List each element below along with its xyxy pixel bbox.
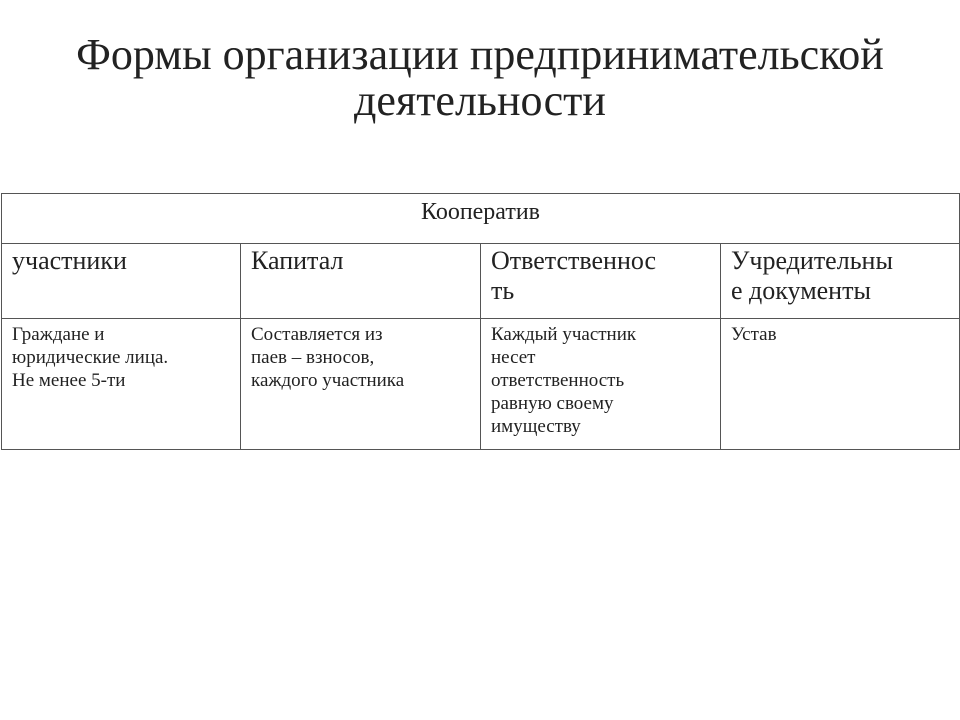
column-header-founding-documents — [721, 244, 960, 319]
cell-line: равную своему — [491, 393, 614, 414]
column-header-capital — [241, 244, 481, 319]
table-header-cooperative: Кооператив — [2, 194, 960, 244]
column-header-line: участники — [12, 246, 127, 275]
cell-line: Составляется из — [251, 324, 383, 345]
cell-capital — [241, 319, 481, 450]
page-title — [0, 32, 960, 124]
column-header-line: ть — [491, 276, 515, 305]
cooperative-table — [1, 193, 960, 450]
cell-line: ответственность — [491, 370, 625, 391]
table-row — [2, 319, 960, 450]
cell-line: Каждый участник — [491, 324, 637, 345]
cell-line: каждого участника — [251, 370, 405, 391]
column-header-line: Ответственнос — [491, 246, 657, 275]
cell-line: Граждане и — [12, 324, 105, 345]
cell-line: несет — [491, 347, 536, 368]
table-column-headers-row — [2, 244, 960, 319]
cell-line: Устав — [731, 324, 777, 345]
page-title-line-1: Формы организации предпринимательской — [76, 30, 884, 79]
cell-line: имуществу — [491, 416, 581, 437]
cell-line: юридические лица. — [12, 347, 169, 368]
page-title-line-2: деятельности — [354, 76, 606, 125]
cell-liability — [481, 319, 721, 450]
column-header-line: е документы — [731, 276, 871, 305]
column-header-liability — [481, 244, 721, 319]
column-header-line: Учредительны — [731, 246, 893, 275]
column-header-line: Капитал — [251, 246, 344, 275]
cell-founding-documents — [721, 319, 960, 450]
table-header-row — [2, 194, 960, 244]
cell-participants — [2, 319, 241, 450]
column-header-participants — [2, 244, 241, 319]
cell-line: паев – взносов, — [251, 347, 375, 368]
cell-line: Не менее 5-ти — [12, 370, 126, 391]
